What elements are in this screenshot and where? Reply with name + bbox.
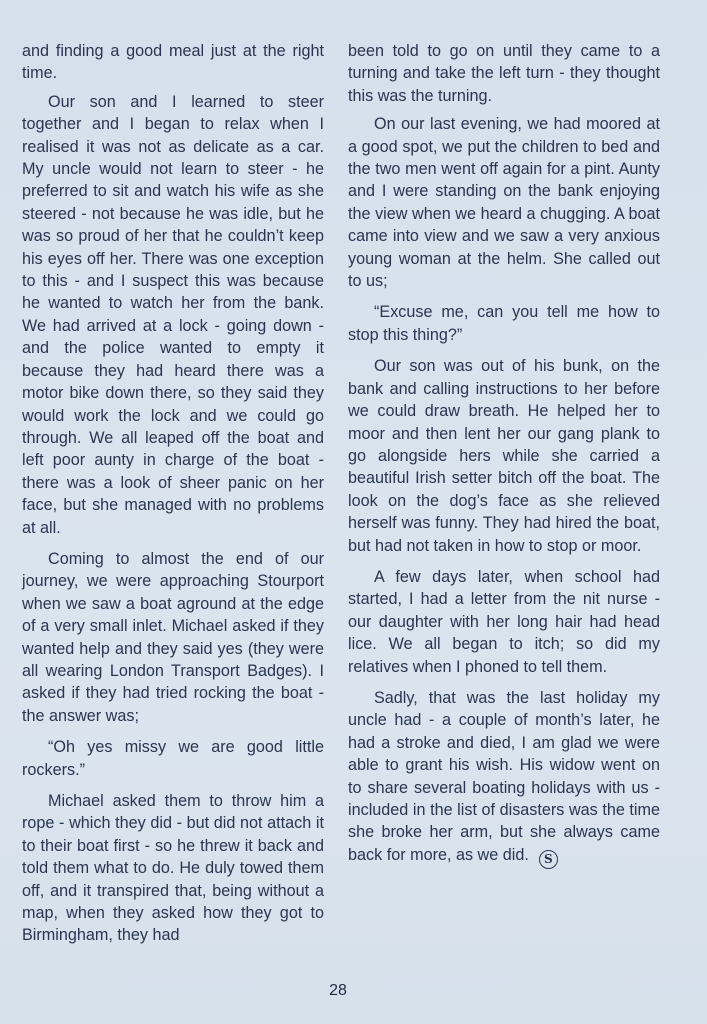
paragraph-continued: and finding a good meal just at the right time. bbox=[22, 42, 324, 83]
paragraph-last-evening: On our last evening, we had moored at a good spot, we put the children to bed and the two men went off again for a pint. Aunty and I were standing on the bank enjoying the view when we heard a chugging. A boat came into view and we saw a very anxious young woman at the helm. She called out to us; bbox=[348, 115, 660, 291]
paragraph-stop-quote: “Excuse me, can you tell me how to stop this thing?” bbox=[348, 303, 660, 344]
paragraph-son-helps: Our son was out of his bunk, on the bank and calling instructions to her before we could draw breath. He helped her to moor and then lent her our gang plank to go alongside hers while she carried a beautiful Irish setter bitch off the boat. The look on the dog’s face as she relieved herself was funny. They had hired the boat, but had not taken in how to stop or moor. bbox=[348, 357, 660, 555]
left-column bbox=[22, 40, 324, 956]
paragraph-head-lice: A few days later, when school had started, I had a letter from the nit nurse - our daughter with her long hair had head lice. We all began to itch; so did my relatives when I phoned to tell them. bbox=[348, 567, 660, 676]
paragraph-tow: Michael asked them to throw him a rope - which they did - but did not attach it to their boat first - so he threw it back and told them what to do. He duly towed them off, and it transpired that, being without a map, when they asked how they got to Birmingham, they had bbox=[22, 792, 324, 945]
paragraph-last-holiday-text: Sadly, that was the last holiday my uncle had - a couple of month’s later, he had a stroke and died, I am glad we were able to grant his wish. His widow went on to share several boating holidays with us - included in the list of disasters was the time she broke her arm, but she always came back for more, as we did. bbox=[348, 688, 660, 864]
page-number: 28 bbox=[329, 982, 347, 999]
paragraph-last-holiday bbox=[348, 687, 660, 869]
paragraph-turning: been told to go on until they came to a turning and take the left turn - they thought this was the turning. bbox=[348, 42, 660, 105]
right-column bbox=[348, 40, 660, 878]
end-of-article-icon: S bbox=[539, 850, 558, 869]
paragraph-rockers-quote: “Oh yes missy we are good little rockers.” bbox=[22, 738, 324, 779]
paragraph-stourport: Coming to almost the end of our journey, we were approaching Stourport when we saw a boat aground at the edge of a very small inlet. Michael asked if they wanted help and they said yes (they were all wearing London Transport Badges). I asked if they had tried rocking the boat - the answer was; bbox=[22, 549, 324, 725]
paragraph-steering: Our son and I learned to steer together and I began to relax when I realised it was not as delicate as a car. My uncle would not learn to steer - he preferred to sit and watch his wife as she steered - not because he was idle, but he was so proud of her that he couldn’t keep his eyes off her. There was one exception to this - and I suspect this was because he wanted to watch her from the bank. We had arrived at a lock - going down - and the police wanted to empty it because they had heard there was a motor bike down there, so they said they would work the lock and we could go through. We all leaped off the boat and left poor aunty in charge of the boat - there was a look of sheer panic on her face, but she managed with no problems at all. bbox=[22, 92, 324, 537]
